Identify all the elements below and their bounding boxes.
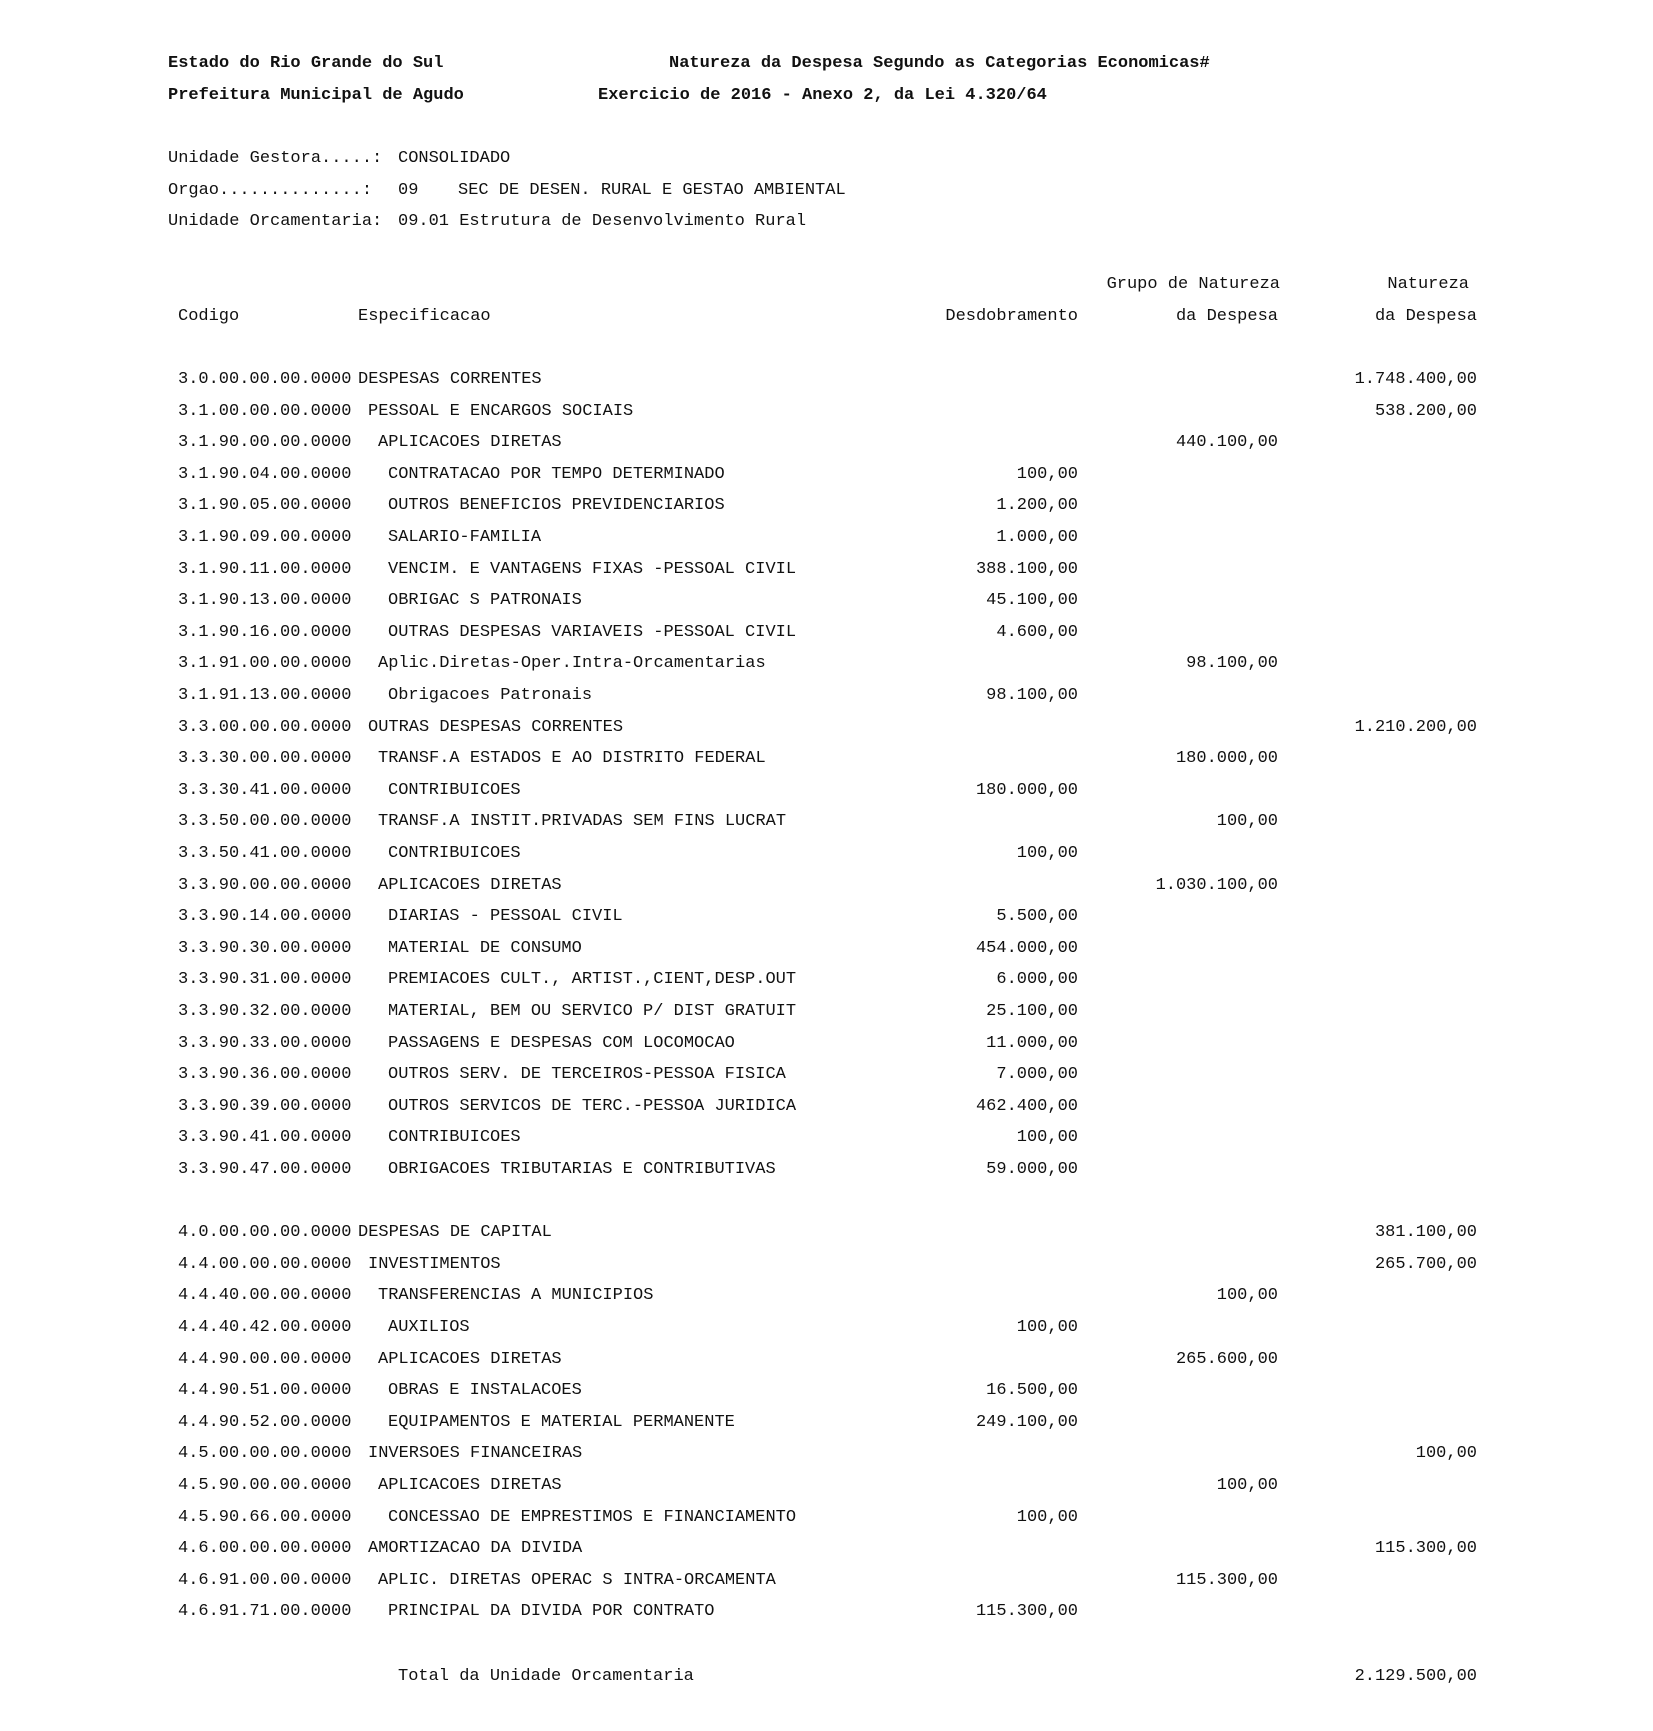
row-desdobramento: 25.100,00: [986, 1002, 1078, 1021]
municipality-name: Prefeitura Municipal de Agudo: [168, 86, 464, 105]
table-row: [0, 876, 1653, 896]
row-specification: TRANSFERENCIAS A MUNICIPIOS: [378, 1286, 654, 1305]
table-row: [0, 1508, 1653, 1528]
unidade-orcamentaria-value: 09.01 Estrutura de Desenvolvimento Rural: [398, 212, 807, 231]
col-especificacao-header: Especificacao: [358, 307, 491, 326]
row-code: 4.4.40.42.00.0000: [178, 1318, 352, 1337]
row-specification: INVERSOES FINANCEIRAS: [368, 1444, 583, 1463]
row-code: 3.3.90.14.00.0000: [178, 907, 352, 926]
table-row: [0, 939, 1653, 959]
unidade-gestora-value: CONSOLIDADO: [398, 149, 511, 168]
row-code: 4.5.00.00.00.0000: [178, 1444, 352, 1463]
row-code: 3.3.00.00.00.0000: [178, 718, 352, 737]
orgao-name: SEC DE DESEN. RURAL E GESTAO AMBIENTAL: [458, 181, 846, 200]
row-specification: PRINCIPAL DA DIVIDA POR CONTRATO: [388, 1602, 715, 1621]
table-row: [0, 1539, 1653, 1559]
row-natureza: 100,00: [1415, 1444, 1477, 1463]
row-specification: CONTRIBUICOES: [388, 1128, 521, 1147]
row-specification: TRANSF.A ESTADOS E AO DISTRITO FEDERAL: [378, 749, 766, 768]
row-grupo-natureza: 100,00: [1216, 1476, 1278, 1495]
row-specification: VENCIM. E VANTAGENS FIXAS -PESSOAL CIVIL: [388, 560, 797, 579]
table-row: [0, 1160, 1653, 1180]
row-natureza: 265.700,00: [1374, 1255, 1477, 1274]
row-grupo-natureza: 100,00: [1216, 812, 1278, 831]
col-natureza-header-line2: da Despesa: [1374, 307, 1477, 326]
row-specification: AUXILIOS: [388, 1318, 470, 1337]
row-desdobramento: 100,00: [1016, 465, 1078, 484]
row-grupo-natureza: 115.300,00: [1175, 1571, 1278, 1590]
table-row: [0, 1065, 1653, 1085]
table-row: [0, 591, 1653, 611]
row-desdobramento: 11.000,00: [986, 1034, 1078, 1053]
row-code: 4.4.00.00.00.0000: [178, 1255, 352, 1274]
row-code: 3.3.30.41.00.0000: [178, 781, 352, 800]
row-code: 3.3.90.32.00.0000: [178, 1002, 352, 1021]
table-row: [0, 433, 1653, 453]
row-grupo-natureza: 180.000,00: [1175, 749, 1278, 768]
table-row: [0, 1476, 1653, 1496]
table-row: [0, 812, 1653, 832]
row-specification: PREMIACOES CULT., ARTIST.,CIENT,DESP.OUT: [388, 970, 797, 989]
row-specification: OUTROS SERVICOS DE TERC.-PESSOA JURIDICA: [388, 1097, 797, 1116]
row-grupo-natureza: 440.100,00: [1175, 433, 1278, 452]
row-specification: OBRIGACOES TRIBUTARIAS E CONTRIBUTIVAS: [388, 1160, 776, 1179]
table-row: [0, 907, 1653, 927]
row-desdobramento: 45.100,00: [986, 591, 1078, 610]
table-row: [0, 718, 1653, 738]
table-row: [0, 1002, 1653, 1022]
table-row: [0, 1381, 1653, 1401]
row-specification: OUTROS BENEFICIOS PREVIDENCIARIOS: [388, 496, 725, 515]
row-code: 4.5.90.00.00.0000: [178, 1476, 352, 1495]
row-desdobramento: 16.500,00: [986, 1381, 1078, 1400]
col-grupo-header-line1: Grupo de Natureza: [1106, 275, 1280, 294]
row-code: 3.3.50.41.00.0000: [178, 844, 352, 863]
col-grupo-header-line2: da Despesa: [1175, 307, 1278, 326]
unidade-orcamentaria-label: Unidade Orcamentaria:: [168, 212, 383, 231]
table-row: [0, 496, 1653, 516]
row-code: 3.3.90.47.00.0000: [178, 1160, 352, 1179]
table-row: [0, 1318, 1653, 1338]
row-desdobramento: 98.100,00: [986, 686, 1078, 705]
table-row: [0, 970, 1653, 990]
orgao-code: 09: [398, 181, 419, 200]
row-code: 4.4.90.52.00.0000: [178, 1413, 352, 1432]
row-code: 3.3.90.41.00.0000: [178, 1128, 352, 1147]
row-code: 4.0.00.00.00.0000: [178, 1223, 352, 1242]
row-code: 3.0.00.00.00.0000: [178, 370, 352, 389]
row-code: 3.3.90.39.00.0000: [178, 1097, 352, 1116]
row-desdobramento: 180.000,00: [975, 781, 1078, 800]
row-code: 3.1.00.00.00.0000: [178, 402, 352, 421]
row-code: 3.1.90.09.00.0000: [178, 528, 352, 547]
row-grupo-natureza: 1.030.100,00: [1155, 876, 1278, 895]
row-specification: CONCESSAO DE EMPRESTIMOS E FINANCIAMENTO: [388, 1508, 797, 1527]
row-desdobramento: 7.000,00: [996, 1065, 1078, 1084]
row-desdobramento: 4.600,00: [996, 623, 1078, 642]
row-code: 4.5.90.66.00.0000: [178, 1508, 352, 1527]
row-specification: Aplic.Diretas-Oper.Intra-Orcamentarias: [378, 654, 766, 673]
row-code: 3.3.90.33.00.0000: [178, 1034, 352, 1053]
row-specification: EQUIPAMENTOS E MATERIAL PERMANENTE: [388, 1413, 735, 1432]
row-specification: OUTROS SERV. DE TERCEIROS-PESSOA FISICA: [388, 1065, 786, 1084]
row-desdobramento: 249.100,00: [975, 1413, 1078, 1432]
row-code: 3.1.90.11.00.0000: [178, 560, 352, 579]
row-specification: APLICACOES DIRETAS: [378, 1476, 562, 1495]
row-code: 4.6.00.00.00.0000: [178, 1539, 352, 1558]
table-row: [0, 1444, 1653, 1464]
table-row: [0, 465, 1653, 485]
col-natureza-header-line1: Natureza: [1387, 275, 1469, 294]
row-specification: APLICACOES DIRETAS: [378, 1350, 562, 1369]
table-row: [0, 560, 1653, 580]
row-code: 4.4.40.00.00.0000: [178, 1286, 352, 1305]
row-code: 4.6.91.71.00.0000: [178, 1602, 352, 1621]
row-code: 4.4.90.00.00.0000: [178, 1350, 352, 1369]
row-specification: TRANSF.A INSTIT.PRIVADAS SEM FINS LUCRAT: [378, 812, 787, 831]
row-code: 3.3.90.36.00.0000: [178, 1065, 352, 1084]
row-specification: INVESTIMENTOS: [368, 1255, 501, 1274]
row-code: 3.3.90.30.00.0000: [178, 939, 352, 958]
row-specification: CONTRIBUICOES: [388, 781, 521, 800]
row-specification: DESPESAS DE CAPITAL: [358, 1223, 552, 1242]
row-desdobramento: 100,00: [1016, 844, 1078, 863]
table-row: [0, 623, 1653, 643]
table-row: [0, 654, 1653, 674]
row-specification: AMORTIZACAO DA DIVIDA: [368, 1539, 583, 1558]
row-grupo-natureza: 100,00: [1216, 1286, 1278, 1305]
row-desdobramento: 5.500,00: [996, 907, 1078, 926]
row-desdobramento: 454.000,00: [975, 939, 1078, 958]
table-row: [0, 1034, 1653, 1054]
table-row: [0, 1413, 1653, 1433]
row-specification: SALARIO-FAMILIA: [388, 528, 542, 547]
row-code: 3.1.90.16.00.0000: [178, 623, 352, 642]
row-specification: OUTRAS DESPESAS VARIAVEIS -PESSOAL CIVIL: [388, 623, 797, 642]
row-code: 4.6.91.00.00.0000: [178, 1571, 352, 1590]
row-specification: MATERIAL, BEM OU SERVICO P/ DIST GRATUIT: [388, 1002, 797, 1021]
row-grupo-natureza: 265.600,00: [1175, 1350, 1278, 1369]
row-desdobramento: 388.100,00: [975, 560, 1078, 579]
report-subtitle: Exercicio de 2016 - Anexo 2, da Lei 4.320/64: [598, 86, 1047, 105]
row-code: 3.1.90.13.00.0000: [178, 591, 352, 610]
state-name: Estado do Rio Grande do Sul: [168, 54, 444, 73]
col-codigo-header: Codigo: [178, 307, 240, 326]
row-code: 3.3.50.00.00.0000: [178, 812, 352, 831]
total-value: 2.129.500,00: [1354, 1667, 1477, 1686]
row-natureza: 381.100,00: [1374, 1223, 1477, 1242]
table-row: [0, 781, 1653, 801]
row-code: 3.3.90.31.00.0000: [178, 970, 352, 989]
row-code: 3.3.30.00.00.0000: [178, 749, 352, 768]
row-natureza: 1.748.400,00: [1354, 370, 1477, 389]
total-label: Total da Unidade Orcamentaria: [398, 1667, 694, 1686]
row-desdobramento: 100,00: [1016, 1318, 1078, 1337]
table-row: [0, 528, 1653, 548]
orgao-label: Orgao..............:: [168, 181, 373, 200]
row-specification: Obrigacoes Patronais: [388, 686, 593, 705]
table-row: [0, 402, 1653, 422]
row-desdobramento: 100,00: [1016, 1508, 1078, 1527]
row-natureza: 1.210.200,00: [1354, 718, 1477, 737]
table-row: [0, 1097, 1653, 1117]
table-row: [0, 1350, 1653, 1370]
report-title: Natureza da Despesa Segundo as Categorias Economicas#: [669, 54, 1210, 73]
row-specification: CONTRIBUICOES: [388, 844, 521, 863]
row-specification: DIARIAS - PESSOAL CIVIL: [388, 907, 623, 926]
table-row: [0, 844, 1653, 864]
row-code: 3.1.90.04.00.0000: [178, 465, 352, 484]
row-code: 4.4.90.51.00.0000: [178, 1381, 352, 1400]
table-row: [0, 1602, 1653, 1622]
row-desdobramento: 462.400,00: [975, 1097, 1078, 1116]
row-specification: DESPESAS CORRENTES: [358, 370, 542, 389]
row-specification: APLIC. DIRETAS OPERAC S INTRA-ORCAMENTA: [378, 1571, 776, 1590]
row-desdobramento: 59.000,00: [986, 1160, 1078, 1179]
row-specification: APLICACOES DIRETAS: [378, 876, 562, 895]
row-specification: PESSOAL E ENCARGOS SOCIAIS: [368, 402, 634, 421]
table-row: [0, 749, 1653, 769]
row-desdobramento: 6.000,00: [996, 970, 1078, 989]
row-desdobramento: 115.300,00: [975, 1602, 1078, 1621]
row-desdobramento: 1.000,00: [996, 528, 1078, 547]
table-row: [0, 1286, 1653, 1306]
row-desdobramento: 100,00: [1016, 1128, 1078, 1147]
unidade-gestora-label: Unidade Gestora.....:: [168, 149, 383, 168]
row-code: 3.1.91.13.00.0000: [178, 686, 352, 705]
row-natureza: 115.300,00: [1374, 1539, 1477, 1558]
table-row: [0, 1223, 1653, 1243]
row-code: 3.1.91.00.00.0000: [178, 654, 352, 673]
row-specification: CONTRATACAO POR TEMPO DETERMINADO: [388, 465, 725, 484]
row-specification: MATERIAL DE CONSUMO: [388, 939, 582, 958]
row-code: 3.1.90.05.00.0000: [178, 496, 352, 515]
table-row: [0, 686, 1653, 706]
row-specification: PASSAGENS E DESPESAS COM LOCOMOCAO: [388, 1034, 735, 1053]
row-specification: APLICACOES DIRETAS: [378, 433, 562, 452]
row-desdobramento: 1.200,00: [996, 496, 1078, 515]
table-row: [0, 1571, 1653, 1591]
col-desdobramento-header: Desdobramento: [945, 307, 1078, 326]
row-specification: OUTRAS DESPESAS CORRENTES: [368, 718, 624, 737]
table-row: [0, 370, 1653, 390]
row-code: 3.3.90.00.00.0000: [178, 876, 352, 895]
table-row: [0, 1255, 1653, 1275]
row-specification: OBRIGAC S PATRONAIS: [388, 591, 582, 610]
row-natureza: 538.200,00: [1374, 402, 1477, 421]
row-code: 3.1.90.00.00.0000: [178, 433, 352, 452]
row-specification: OBRAS E INSTALACOES: [388, 1381, 582, 1400]
table-row: [0, 1128, 1653, 1148]
row-grupo-natureza: 98.100,00: [1186, 654, 1278, 673]
